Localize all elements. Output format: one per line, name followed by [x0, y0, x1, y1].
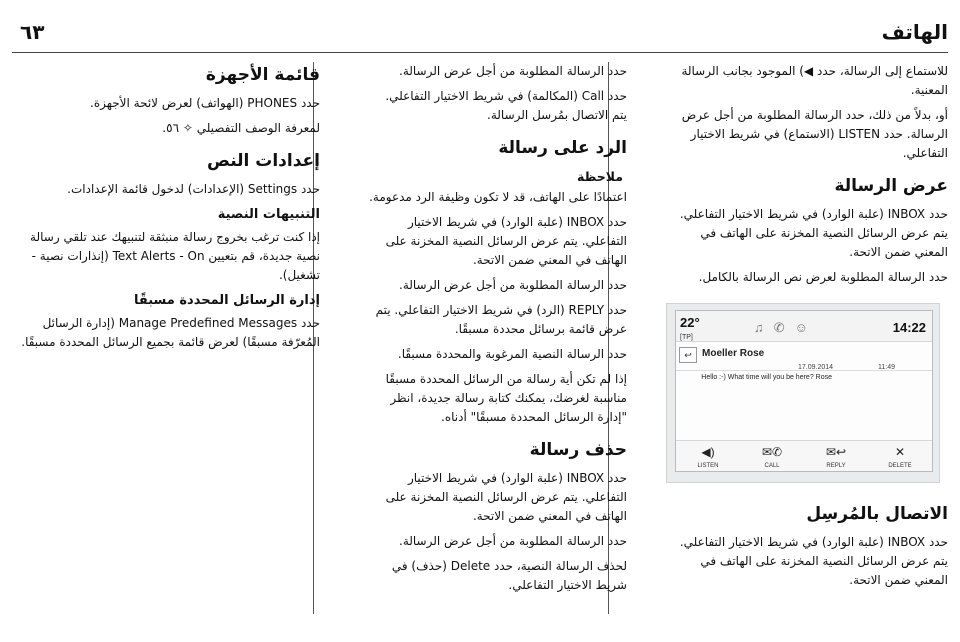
section-heading-reply: الرد على رسالة	[498, 138, 627, 158]
paragraph: لمعرفة الوصف التفصيلي ✧ ٥٦.	[162, 121, 320, 135]
message-header	[676, 342, 932, 371]
paragraph: أو، بدلاً من ذلك، حدد الرسالة المطلوبة من أجل عرض الرسالة. حدد LISTEN (الاستماع) في شريط الاختيار التفاعلي.	[681, 108, 948, 160]
note-heading: ملاحظة	[577, 169, 623, 184]
page-header	[12, 18, 948, 53]
paragraph: إذا كنت ترغب بخروج رسالة منبثقة لتنبيهك عند تلقي رسالة نصية جديدة، قم بتعيين Text Alerts - On (إنذارات نصية - تشغيل).	[30, 230, 320, 282]
call-label: CALL	[764, 463, 780, 469]
page-number: ٦٣	[20, 20, 45, 44]
message-screen	[675, 310, 933, 472]
temperature: 22°	[680, 315, 700, 330]
paragraph: لحذف الرسالة النصية، حدد Delete (حذف) في شريط الاختيار التفاعلي.	[391, 559, 627, 592]
paragraph: حدد الرسالة النصية المرغوبة والمحددة مسبقًا.	[397, 347, 627, 361]
message-date: 17.09.2014	[798, 364, 834, 371]
speaker-icon: ◀)	[701, 445, 715, 459]
close-icon: ✕	[894, 445, 906, 459]
status-icons	[754, 318, 818, 337]
column-right	[670, 62, 948, 596]
subheading-predefined-messages: إدارة الرسائل المحددة مسبقًا	[134, 293, 320, 308]
paragraph: إذا لم تكن أية رسالة من الرسائل المحددة مسبقًا مناسبة لغرضك، يمكنك كتابة رسالة جديدة، انظر "إدارة الرسائل المحددة مسبقًا" أدناه.	[385, 372, 627, 424]
delete-label: DELETE	[888, 463, 912, 469]
paragraph: للاستماع إلى الرسالة، حدد ◀) الموجود بجانب الرسالة المعنية.	[681, 64, 948, 97]
person-icon: ☺	[794, 320, 818, 335]
column-middle	[367, 62, 627, 601]
paragraph: حدد INBOX (علبة الوارد) في شريط الاختيار التفاعلي. يتم عرض الرسائل النصية المخزنة على الهاتف في المعني ضمن الاتحة.	[385, 471, 627, 523]
paragraph: حدد INBOX (علبة الوارد) في شريط الاختيار التفاعلي. يتم عرض الرسائل النصية المخزنة على الهاتف في المعني ضمن الاتحة.	[679, 535, 948, 587]
paragraph: حدد Manage Predefined Messages (إدارة الرسائل المُعرّفة مسبقًا) لعرض قائمة بجميع الرسائل المحددة مسبقًا.	[21, 316, 320, 349]
sender-name: Moeller Rose	[702, 348, 765, 359]
section-heading-view-message: عرض الرسالة	[834, 176, 948, 196]
status-bar	[676, 311, 932, 342]
call-button[interactable]	[740, 441, 804, 471]
reply-button[interactable]	[804, 441, 868, 471]
page-title: الهاتف	[881, 20, 948, 44]
section-heading-call-sender: الاتصال بالمُرسِل	[806, 504, 948, 524]
clock: 14:22	[892, 320, 926, 335]
column-left	[20, 62, 320, 358]
call-message-icon: ✉✆	[761, 445, 783, 459]
paragraph: حدد الرسالة المطلوبة من أجل عرض الرسالة.	[399, 64, 627, 78]
section-heading-device-list: قائمة الأجهزة	[205, 65, 320, 85]
infotainment-screenshot	[666, 303, 940, 483]
listen-button[interactable]	[676, 441, 740, 471]
tp-indicator: [TP]	[680, 334, 693, 341]
subheading-text-alerts: التنبيهات النصية	[217, 207, 320, 222]
message-body: Hello :-) What time will you be here? Rose	[701, 374, 832, 381]
back-arrow-icon[interactable]: ↩	[679, 347, 697, 363]
delete-button[interactable]	[868, 441, 932, 471]
paragraph: حدد Settings (الإعدادات) لدخول قائمة الإعدادات.	[67, 182, 320, 196]
section-heading-text-settings: إعدادات النص	[207, 151, 320, 171]
note-text: اعتمادًا على الهاتف، قد لا تكون وظيفة الرد مدعومة.	[369, 190, 627, 204]
music-note-icon: ♫	[754, 320, 774, 335]
paragraph: حدد REPLY (الرد) في شريط الاختيار التفاعلي. يتم عرض قائمة برسائل محددة مسبقًا.	[375, 303, 627, 336]
phone-icon: ✆	[773, 320, 795, 335]
paragraph: حدد الرسالة المطلوبة من أجل عرض الرسالة.	[399, 534, 627, 548]
paragraph: حدد الرسالة المطلوبة لعرض نص الرسالة بالكامل.	[698, 270, 948, 284]
reply-message-icon: ✉↩	[825, 445, 847, 459]
section-heading-delete: حذف رسالة	[529, 440, 627, 460]
paragraph: حدد INBOX (علبة الوارد) في شريط الاختيار التفاعلي. يتم عرض الرسائل النصية المخزنة على الهاتف في المعني ضمن الاتحة.	[385, 215, 627, 267]
interaction-selector-bar	[676, 440, 932, 471]
paragraph: حدد Call (المكالمة) في شريط الاختيار التفاعلي. يتم الاتصال بمُرسل الرسالة.	[385, 89, 627, 122]
reply-label: REPLY	[826, 463, 846, 469]
paragraph: حدد PHONES (الهواتف) لعرض لائحة الأجهزة.	[90, 96, 320, 110]
paragraph: حدد الرسالة المطلوبة من أجل عرض الرسالة.	[399, 278, 627, 292]
paragraph: حدد INBOX (علبة الوارد) في شريط الاختيار التفاعلي. يتم عرض الرسائل النصية المخزنة على الهاتف في المعني ضمن الاتحة.	[679, 207, 948, 259]
message-time: 11:49	[878, 364, 895, 371]
listen-label: LISTEN	[697, 463, 719, 469]
